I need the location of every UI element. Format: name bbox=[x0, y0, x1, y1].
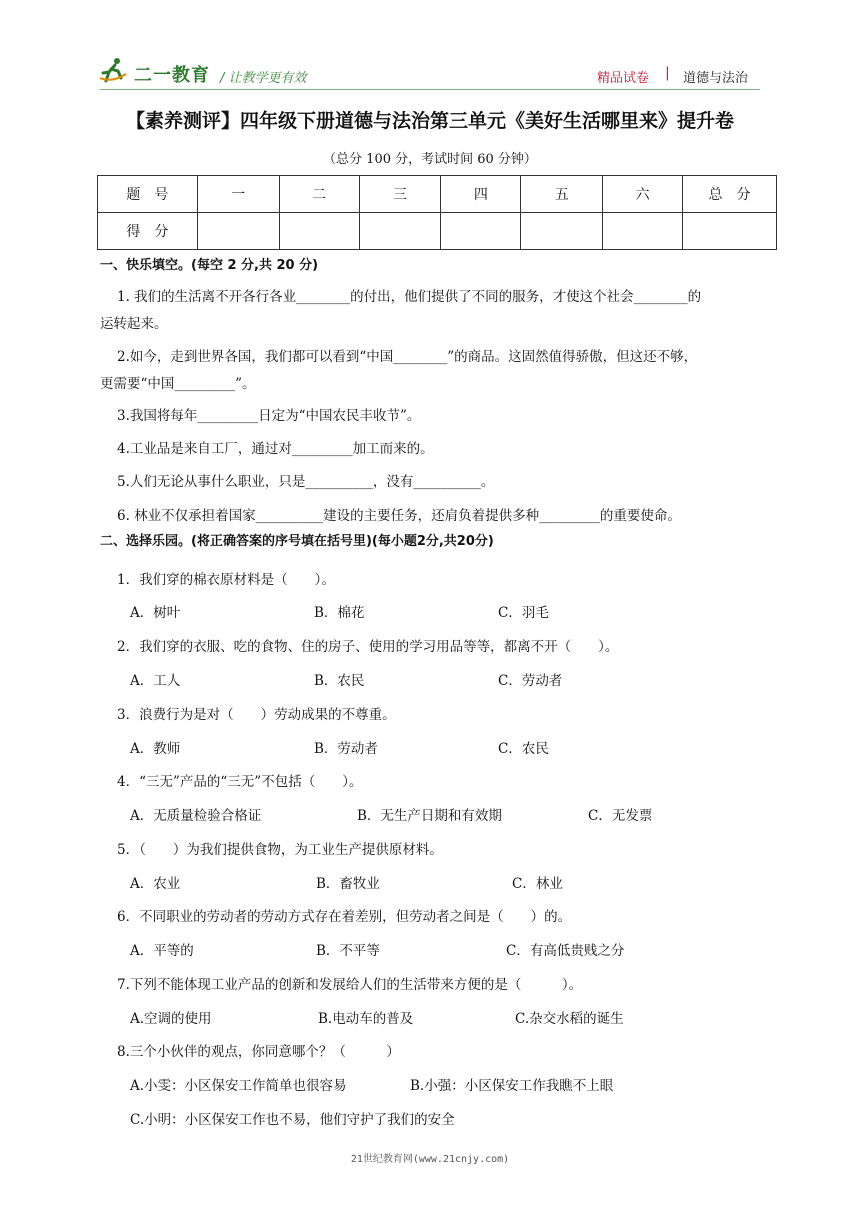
option-a: A.空调的使用 bbox=[130, 1011, 212, 1027]
score-empty-cell bbox=[441, 213, 521, 250]
score-value-row bbox=[98, 213, 777, 250]
option-b: B．劳动者 bbox=[314, 741, 378, 757]
option-a: A．平等的 bbox=[130, 943, 194, 959]
option-c: C.小明：小区保安工作也不易，他们守护了我们的安全 bbox=[130, 1112, 455, 1128]
option-a: A．工人 bbox=[130, 673, 181, 689]
score-cell: 三 bbox=[359, 176, 441, 213]
option-b: B．不平等 bbox=[316, 943, 380, 959]
page-subtitle: （总分 100 分，考试时间 60 分钟） bbox=[323, 152, 537, 167]
tag-premium: 精品试卷 bbox=[597, 71, 650, 86]
question: 7.下列不能体现工业产品的创新和发展给人们的生活带来方便的是（ ）。 bbox=[117, 977, 583, 993]
fill-line: 1. 我们的生活离不开各行各业________的付出，他们提供了不同的服务，才使这个社会________的 bbox=[117, 289, 702, 305]
header-divider bbox=[100, 89, 760, 90]
score-cell: 五 bbox=[521, 176, 603, 213]
option-a: A.小雯：小区保安工作简单也很容易 bbox=[130, 1078, 347, 1094]
score-empty-cell bbox=[279, 213, 359, 250]
page-footer: 21世纪教育网(www.21cnjy.com) bbox=[350, 1154, 510, 1165]
section-2-heading: 二、选择乐园。(将正确答案的序号填在括号里)(每小题2分,共20分) bbox=[100, 534, 494, 549]
option-b: B.电动车的普及 bbox=[318, 1011, 414, 1027]
fill-line: 4.工业品是来自工厂，通过对_________加工而来的。 bbox=[117, 441, 434, 457]
option-c: C．农民 bbox=[498, 741, 549, 757]
option-a: A．教师 bbox=[130, 741, 181, 757]
score-cell: 二 bbox=[279, 176, 359, 213]
score-table bbox=[97, 175, 777, 250]
option-a: A．无质量检验合格证 bbox=[130, 808, 262, 824]
section-1-heading: 一、快乐填空。(每空 2 分,共 20 分) bbox=[100, 258, 319, 273]
score-empty-cell bbox=[359, 213, 441, 250]
option-c: C．有高低贵贱之分 bbox=[506, 943, 625, 959]
option-b: B．畜牧业 bbox=[316, 876, 380, 892]
score-cell: 题 号 bbox=[98, 176, 198, 213]
option-b: B．棉花 bbox=[314, 605, 365, 621]
fill-line: 3.我国将每年_________日定为“中国农民丰收节”。 bbox=[117, 408, 421, 424]
score-cell: 一 bbox=[197, 176, 279, 213]
option-a: A．树叶 bbox=[130, 605, 181, 621]
score-empty-cell bbox=[521, 213, 603, 250]
score-label-cell: 得 分 bbox=[98, 213, 198, 250]
question: 6．不同职业的劳动者的劳动方式存在着差别，但劳动者之间是（ ）的。 bbox=[117, 909, 572, 925]
question: 5．（ ）为我们提供食物，为工业生产提供原材料。 bbox=[117, 842, 443, 858]
score-header-row bbox=[98, 176, 777, 213]
option-c: C．林业 bbox=[512, 876, 563, 892]
option-b: B．农民 bbox=[314, 673, 365, 689]
score-empty-cell bbox=[197, 213, 279, 250]
question: 1．我们穿的棉衣原材料是（ ）。 bbox=[117, 572, 335, 588]
option-a: A．农业 bbox=[130, 876, 181, 892]
runner-logo-icon bbox=[100, 57, 128, 83]
option-c: C．无发票 bbox=[588, 808, 653, 824]
brand-name: 二一教育 bbox=[134, 65, 210, 86]
score-empty-cell bbox=[603, 213, 683, 250]
fill-line: 5.人们无论从事什么职业，只是__________，没有__________。 bbox=[117, 474, 495, 490]
option-c: C.杂交水稻的诞生 bbox=[515, 1011, 624, 1027]
option-c: C．羽毛 bbox=[498, 605, 549, 621]
option-c: C．劳动者 bbox=[498, 673, 563, 689]
question: 8.三个小伙伴的观点，你同意哪个？（ ） bbox=[117, 1044, 400, 1060]
tag-subject: 道德与法治 bbox=[683, 71, 749, 86]
slogan: / 让教学更有效 bbox=[220, 71, 307, 86]
score-empty-cell bbox=[683, 213, 777, 250]
fill-line: 2.如今，走到世界各国，我们都可以看到“中国________”的商品。这固然值得骄傲，但这还不够， bbox=[117, 349, 698, 365]
fill-line: 运转起来。 bbox=[100, 316, 168, 332]
score-cell: 六 bbox=[603, 176, 683, 213]
question: 2．我们穿的衣服、吃的食物、住的房子、使用的学习用品等等，都离不开（ ）。 bbox=[117, 639, 619, 655]
fill-line: 更需要“中国_________”。 bbox=[100, 376, 256, 392]
question: 3．浪费行为是对（ ）劳动成果的不尊重。 bbox=[117, 707, 396, 723]
page-header bbox=[100, 55, 760, 91]
score-cell: 四 bbox=[441, 176, 521, 213]
page-title: 【素养测评】四年级下册道德与法治第三单元《美好生活哪里来》提升卷 bbox=[125, 110, 734, 132]
option-b: B．无生产日期和有效期 bbox=[357, 808, 502, 824]
question: 4．“三无”产品的“三无”不包括（ ）。 bbox=[117, 774, 363, 790]
fill-line: 6. 林业不仅承担着国家__________建设的主要任务，还肩负着提供多种_________的重要使命。 bbox=[117, 508, 681, 524]
option-b: B.小强：小区保安工作我瞧不上眼 bbox=[410, 1078, 614, 1094]
score-cell: 总 分 bbox=[683, 176, 777, 213]
tag-separator: | bbox=[665, 65, 670, 81]
